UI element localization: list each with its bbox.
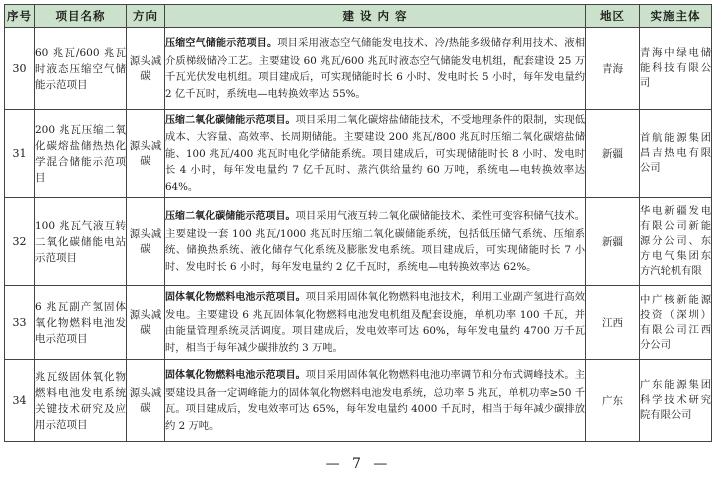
- row-direction: 源头减碳: [127, 198, 165, 286]
- row-content-title: 压缩空气储能示范项目。: [165, 38, 278, 49]
- row-no: 31: [5, 110, 35, 198]
- row-content-title: 固体氧化物燃料电池示范项目。: [165, 370, 306, 381]
- row-region: 新疆: [586, 198, 640, 286]
- header-region: 地区: [586, 5, 640, 28]
- row-content-title: 压缩二氧化碳储能示范项目。: [165, 114, 296, 126]
- table-row: [5, 198, 712, 286]
- row-entity: 广东能源集团科学技术研究院有限公司: [640, 360, 712, 442]
- header-project-name: 项目名称: [35, 5, 127, 28]
- row-no: 34: [5, 360, 35, 442]
- row-content-text: 项目采用气液互转二氧化碳储能技术、柔性可变容积储气技术。主要建设一套 100 兆瓦/1000 兆瓦时压缩二氧化碳储能系统，包括低压储气系统、压缩系统、储换热系统、液化储存气化系统及膨胀发电系统。项目建成后，可实现储能时长 7 小时、发电时长 6 小时，每年发电量约 2 亿千瓦时，系统电—电转换效率达 62%。: [165, 210, 586, 273]
- row-no: 32: [5, 198, 35, 286]
- row-content: [165, 198, 586, 286]
- row-project-name: 200 兆瓦压缩二氧化碳熔盐储热热化学混合储能示范项目: [35, 110, 127, 198]
- row-entity: 华电新疆发电有限公司新能源分公司、东方电气集团东方汽轮机有限: [640, 198, 712, 286]
- row-content-text: 项目采用固体氧化物燃料电池功率调节和分布式调峰技术。主要建设具备一定调峰能力的固体氧化物燃料电池发电系统，总功率 5 兆瓦，单机功率≥50 千瓦。项目建成后，发电效率可达 65%，每年发电量约 4000 千瓦时，相当于每年减少碳排放约 2 万吨。: [165, 369, 586, 432]
- row-entity: 青海中绿电储能科技有限公司: [640, 28, 712, 110]
- header-no: 序号: [5, 5, 35, 28]
- row-project-name: 兆瓦级固体氧化物燃料电池发电系统关键技术研究及应用示范项目: [35, 360, 127, 442]
- row-region: 新疆: [586, 110, 640, 198]
- page-number: — 7 —: [325, 456, 392, 472]
- row-direction: 源头减碳: [127, 286, 165, 360]
- row-region: 江西: [586, 286, 640, 360]
- header-direction: 方向: [127, 5, 165, 28]
- project-table: [4, 4, 712, 442]
- row-content-title: 压缩二氧化碳储能示范项目。: [165, 211, 296, 222]
- row-project-name: 60 兆瓦/600 兆瓦时液态压缩空气储能示范项目: [35, 28, 127, 110]
- row-content-text: 项目采用固体氧化物燃料电池技术，利用工业副产氢进行高效发电。主要建设 6 兆瓦固体氧化物燃料电池发电机组及配套设施，单机功率 100 千瓦，并由能量管理系统灵活调度。项目建成后，发电效率可达 60%，每年发电量约 4700 万千瓦时，相当于每年减少碳排放约 3 万吨。: [165, 291, 586, 354]
- table-row: [5, 286, 712, 360]
- table-row: [5, 110, 712, 198]
- table-row: [5, 360, 712, 442]
- row-project-name: 6 兆瓦副产氢固体氧化物燃料电池发电示范项目: [35, 286, 127, 360]
- row-content: [165, 28, 586, 110]
- row-direction: 源头减碳: [127, 360, 165, 442]
- row-region: 广东: [586, 360, 640, 442]
- header-entity: 实施主体: [640, 5, 712, 28]
- row-no: 30: [5, 28, 35, 110]
- header-content: 建 设 内 容: [165, 5, 586, 28]
- row-content: [165, 286, 586, 360]
- row-content-text: 项目采用二氧化碳熔盐储能技术，不受地理条件的限制，实现低成本、大容量、高效率、长周期储能。主要建设 200 兆瓦/800 兆瓦时压缩二氧化碳熔盐储能、100 兆瓦/400 兆瓦时电化学储能系统。项目建成后，可实现储能时长 8 小时、发电时长 4 小时，每年发电量约 7 亿千瓦时、蒸汽供给量约 60 万吨，系统电—电转换效率达 64%。: [165, 113, 586, 193]
- row-content: [165, 110, 586, 198]
- row-region: 青海: [586, 28, 640, 110]
- row-no: 33: [5, 286, 35, 360]
- row-content: [165, 360, 586, 442]
- row-direction: 源头减碳: [127, 110, 165, 198]
- row-content-title: 固体氧化物燃料电池示范项目。: [165, 292, 306, 303]
- row-entity: 首航能源集团昌吉热电有限公司: [640, 110, 712, 198]
- row-direction: 源头减碳: [127, 28, 165, 110]
- row-content-text: 项目采用液态空气储能发电技术、冷/热能多级储存利用技术、液相介质梯级储冷工艺。主要建设 60 兆瓦/600 兆瓦时液态空气储能发电机组，配套建设 25 万千瓦光伏发电机组。项目建成后，可实现储能时长 6 小时、发电时长 5 小时，每年发电量约 2 亿千瓦时，系统电—电转换效率达 55%。: [165, 37, 586, 100]
- table-row: [5, 28, 712, 110]
- table-header-row: [5, 5, 712, 28]
- row-entity: 中广核新能源投资（深圳）有限公司江西分公司: [640, 286, 712, 360]
- row-project-name: 100 兆瓦气液互转二氧化碳储能电站示范项目: [35, 198, 127, 286]
